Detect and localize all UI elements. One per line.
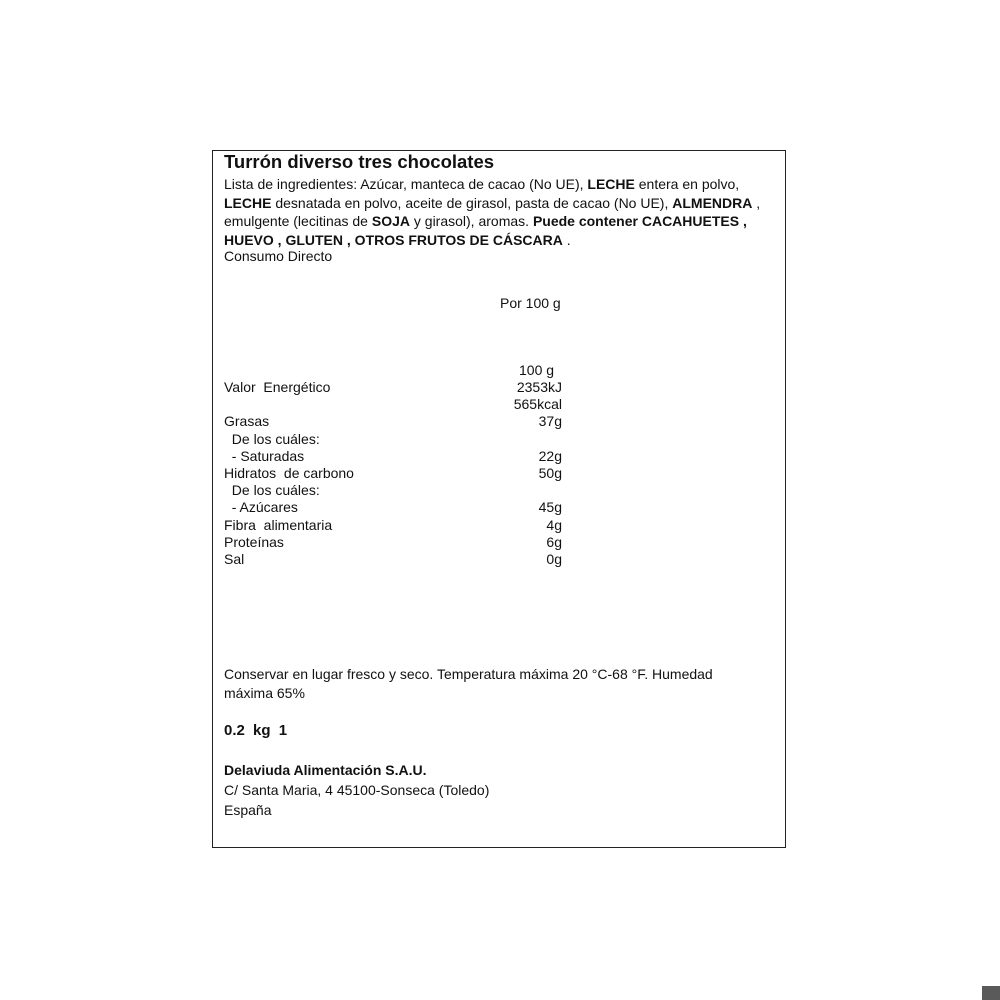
storage-instructions: Conservar en lugar fresco y seco. Temperatura máxima 20 °C-68 °F. Humedad máxima 65% (224, 666, 713, 701)
nutrient-value: 2353kJ (516, 379, 562, 395)
allergen-text: LECHE (224, 194, 272, 211)
nutrition-row (224, 534, 784, 551)
nutrient-name: Fibra alimentaria (224, 516, 333, 533)
nutrition-row (224, 499, 784, 516)
ingredient-text: Lista de ingredientes: Azúcar, manteca de cacao (No UE), (224, 176, 588, 192)
nutrition-row (224, 431, 784, 448)
nutrient-value: 0g (546, 550, 562, 567)
nutrient-name: Proteínas (224, 533, 284, 550)
nutrient-value: 6g (546, 533, 562, 550)
net-weight: 0.2 kg 1 (224, 722, 288, 739)
nutrition-row (224, 517, 784, 534)
nutrient-name: - Azúcares (224, 499, 298, 516)
nutrition-row (224, 482, 784, 499)
ingredient-text: . (562, 231, 571, 248)
nutrient-name: Grasas (224, 413, 270, 430)
ingredient-text: desnatada en polvo, aceite de girasol, pasta de cacao (No UE), (271, 194, 673, 211)
nutrition-column-header: 100 g (519, 362, 555, 378)
nutrient-value: 4g (546, 516, 562, 533)
nutrient-name: Hidratos de carbono (224, 464, 354, 481)
corner-marker (982, 986, 1000, 1000)
product-title: Turrón diverso tres chocolates (224, 151, 495, 172)
nutrition-row (224, 448, 784, 465)
allergen-text: LECHE (587, 176, 635, 192)
product-label (212, 150, 786, 848)
nutrient-value: 45g (538, 499, 562, 516)
nutrient-name: De los cuáles: (224, 430, 320, 447)
allergen-text: SOJA (371, 213, 410, 229)
nutrition-row (224, 551, 784, 568)
nutrient-name: Sal (224, 550, 245, 567)
nutrition-per-header: Por 100 g (500, 295, 561, 311)
manufacturer-country: España (224, 802, 272, 818)
ingredients-list (224, 175, 776, 249)
nutrition-table (224, 379, 784, 568)
ingredient-text: entera en polvo, (634, 176, 740, 192)
nutrient-name: - Saturadas (224, 447, 305, 464)
nutrition-row (224, 379, 784, 396)
nutrition-row (224, 465, 784, 482)
nutrient-value: 50g (538, 464, 562, 481)
nutrient-name: Valor Energético (224, 379, 331, 395)
allergen-text: Puede contener CACAHUETES , HUEVO , GLUTEN , OTROS FRUTOS DE CÁSCARA (224, 213, 747, 248)
allergen-text: ALMENDRA (672, 194, 753, 211)
nutrient-value: 565kcal (513, 396, 562, 413)
nutrient-name: De los cuáles: (224, 482, 320, 499)
manufacturer-name: Delaviuda Alimentación S.A.U. (224, 762, 427, 778)
ingredient-text: , emulgente (lecitinas de (224, 194, 761, 229)
nutrition-row (224, 396, 784, 413)
nutrition-row (224, 413, 784, 430)
nutrient-value: 22g (538, 447, 562, 464)
nutrient-value: 37g (538, 413, 562, 430)
manufacturer-address: C/ Santa Maria, 4 45100-Sonseca (Toledo) (224, 782, 490, 798)
ingredient-text: y girasol), aromas. (410, 213, 533, 229)
usage-note: Consumo Directo (224, 248, 333, 264)
